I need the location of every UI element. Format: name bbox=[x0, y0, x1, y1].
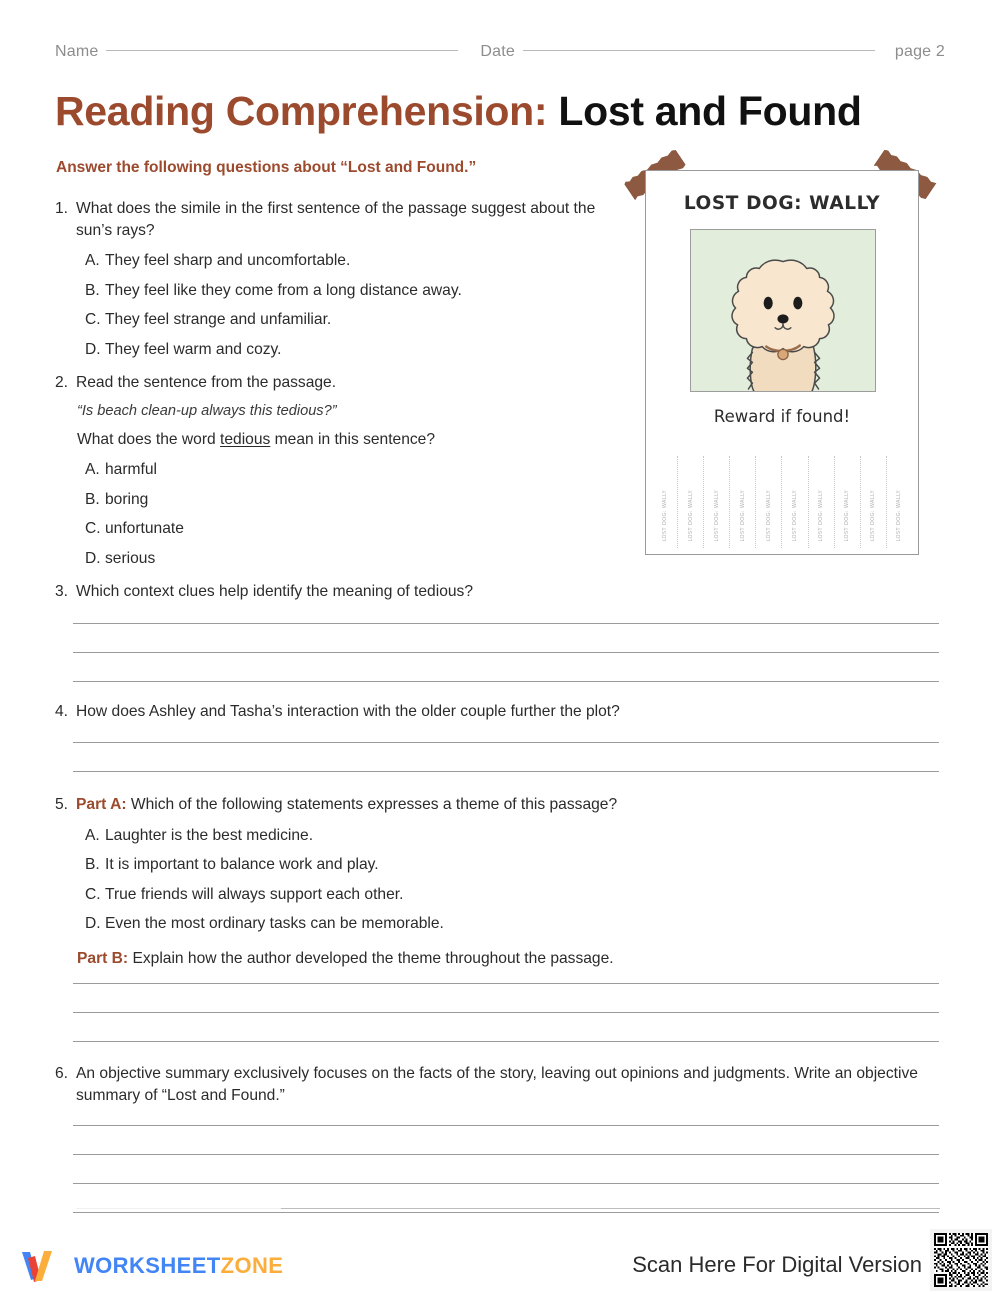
tear-off-tab[interactable] bbox=[677, 456, 703, 548]
question-4-answer-lines[interactable] bbox=[73, 742, 939, 772]
tear-off-tab[interactable] bbox=[755, 456, 781, 548]
option-5a-text: Laughter is the best medicine. bbox=[105, 826, 314, 844]
qr-code-icon bbox=[934, 1233, 988, 1287]
question-5-answer-lines[interactable] bbox=[73, 983, 939, 1042]
question-2-sub-suffix: mean in this sentence? bbox=[270, 430, 436, 448]
page-title-subject: Lost and Found bbox=[547, 88, 862, 134]
question-5-number: 5. bbox=[55, 796, 69, 813]
question-3-text: Which context clues help identify the meaning of tedious? bbox=[76, 583, 474, 600]
option-1b-text: They feel like they come from a long distance away. bbox=[105, 281, 462, 299]
date-writing-line[interactable] bbox=[523, 50, 875, 51]
question-5-options bbox=[85, 825, 945, 935]
question-1-number: 1. bbox=[55, 200, 69, 217]
option-5b[interactable] bbox=[85, 854, 945, 876]
tear-off-tab-text: LOST DOG: WALLY bbox=[792, 490, 799, 542]
option-2c-letter: C. bbox=[85, 520, 101, 538]
answer-line[interactable] bbox=[73, 1154, 939, 1155]
tear-off-tab-text: LOST DOG: WALLY bbox=[713, 490, 720, 542]
worksheet-header bbox=[55, 40, 945, 64]
answer-line[interactable] bbox=[73, 1012, 939, 1013]
answer-line[interactable] bbox=[73, 652, 939, 653]
question-2-sub-prefix: What does the word bbox=[77, 430, 221, 448]
tear-off-tab-text: LOST DOG: WALLY bbox=[765, 490, 772, 542]
tear-off-tab[interactable] bbox=[886, 456, 912, 548]
question-2-quote: “Is beach clean-up always this tedious?” bbox=[77, 402, 337, 419]
page-number: page 2 bbox=[894, 43, 946, 60]
option-1d[interactable] bbox=[85, 339, 615, 361]
option-1b-letter: B. bbox=[85, 281, 100, 299]
tear-off-tab-text: LOST DOG: WALLY bbox=[870, 490, 877, 542]
option-2a[interactable] bbox=[85, 459, 615, 481]
question-1-text: What does the simile in the first sentence of the passage suggest about the sun’s rays? bbox=[76, 200, 596, 239]
option-5c[interactable] bbox=[85, 884, 945, 906]
question-5-part-b bbox=[77, 948, 945, 970]
poster-title: LOST DOG: WALLY bbox=[683, 193, 881, 214]
instruction-text: Answer the following questions about “Lost and Found.” bbox=[56, 159, 477, 176]
option-5c-text: True friends will always support each other. bbox=[105, 885, 404, 903]
date-label: Date bbox=[480, 43, 515, 60]
scan-prompt-text: Scan Here For Digital Version bbox=[632, 1252, 922, 1277]
question-2 bbox=[55, 372, 615, 577]
answer-line[interactable] bbox=[73, 1183, 939, 1184]
poster-tear-off-tabs bbox=[652, 456, 912, 548]
option-2a-letter: A. bbox=[85, 461, 100, 479]
logo-word-zone: ZONE bbox=[220, 1253, 284, 1278]
question-6 bbox=[55, 1063, 945, 1106]
option-2b-letter: B. bbox=[85, 490, 100, 508]
question-6-answer-lines[interactable] bbox=[73, 1125, 939, 1213]
tear-off-tab[interactable] bbox=[652, 456, 677, 548]
question-2-options bbox=[85, 459, 615, 569]
logo-text bbox=[74, 1253, 283, 1279]
question-5-part-a-text: Which of the following statements expresses a theme of this passage? bbox=[126, 796, 618, 813]
question-2-subquestion bbox=[77, 429, 615, 451]
question-1 bbox=[55, 198, 615, 368]
part-b-label: Part B: bbox=[77, 949, 129, 967]
tear-off-tab-text: LOST DOG: WALLY bbox=[687, 490, 694, 542]
option-2d[interactable] bbox=[85, 548, 615, 570]
question-3-answer-lines[interactable] bbox=[73, 623, 939, 682]
answer-line[interactable] bbox=[73, 623, 939, 624]
option-2b[interactable] bbox=[85, 489, 615, 511]
option-2d-text: serious bbox=[105, 549, 156, 567]
option-5d-letter: D. bbox=[85, 915, 101, 933]
question-2-underlined-word: tedious bbox=[220, 430, 271, 448]
name-writing-line[interactable] bbox=[106, 50, 458, 51]
question-4-text: How does Ashley and Tasha’s interaction with the older couple further the plot? bbox=[76, 703, 620, 720]
poster-sheet bbox=[645, 170, 919, 555]
option-5b-letter: B. bbox=[85, 856, 100, 874]
answer-line[interactable] bbox=[73, 742, 939, 743]
option-1a[interactable] bbox=[85, 250, 615, 272]
option-1c-letter: C. bbox=[85, 311, 101, 329]
option-2a-text: harmful bbox=[105, 461, 157, 479]
question-5-text bbox=[76, 794, 945, 816]
option-1a-text: They feel sharp and uncomfortable. bbox=[105, 252, 351, 270]
option-5d-text: Even the most ordinary tasks can be memorable. bbox=[105, 915, 444, 933]
tear-off-tab[interactable] bbox=[860, 456, 886, 548]
tear-off-tab[interactable] bbox=[808, 456, 834, 548]
option-1c-text: They feel strange and unfamiliar. bbox=[105, 311, 332, 329]
tear-off-tab-text: LOST DOG: WALLY bbox=[739, 490, 746, 542]
option-2c[interactable] bbox=[85, 518, 615, 540]
question-2-text: Read the sentence from the passage. bbox=[76, 374, 337, 391]
answer-line[interactable] bbox=[73, 1041, 939, 1042]
question-4 bbox=[55, 701, 945, 723]
qr-code[interactable] bbox=[930, 1229, 992, 1291]
footer-divider-light bbox=[76, 1208, 281, 1209]
option-5d[interactable] bbox=[85, 913, 945, 935]
option-2c-text: unfortunate bbox=[105, 520, 184, 538]
question-1-options bbox=[85, 250, 615, 360]
answer-line[interactable] bbox=[73, 983, 939, 984]
tear-off-tab-text: LOST DOG: WALLY bbox=[661, 490, 668, 542]
name-label: Name bbox=[55, 43, 99, 60]
tear-off-tab[interactable] bbox=[729, 456, 755, 548]
answer-line[interactable] bbox=[73, 681, 939, 682]
tear-off-tab[interactable] bbox=[834, 456, 860, 548]
answer-line[interactable] bbox=[73, 1125, 939, 1126]
option-1c[interactable] bbox=[85, 309, 615, 331]
tear-off-tab-text: LOST DOG: WALLY bbox=[844, 490, 851, 542]
option-1d-text: They feel warm and cozy. bbox=[105, 340, 282, 358]
page-title bbox=[55, 88, 862, 135]
tear-off-tab-text: LOST DOG: WALLY bbox=[818, 490, 825, 542]
page-title-accent: Reading Comprehension: bbox=[55, 88, 548, 134]
answer-line[interactable] bbox=[73, 1212, 939, 1213]
question-4-number: 4. bbox=[55, 703, 69, 720]
tear-off-tab[interactable] bbox=[781, 456, 807, 548]
option-5c-letter: C. bbox=[85, 885, 101, 903]
part-a-label: Part A: bbox=[76, 796, 127, 813]
logo-mark-icon bbox=[20, 1248, 66, 1284]
question-6-text: An objective summary exclusively focuses on the facts of the story, leaving out opinions and judgments. Write an objective summary of “Lost and Found.” bbox=[76, 1065, 918, 1104]
answer-line[interactable] bbox=[73, 771, 939, 772]
option-1a-letter: A. bbox=[85, 252, 100, 270]
option-1d-letter: D. bbox=[85, 340, 101, 358]
footer-divider bbox=[281, 1208, 940, 1209]
question-5-part-b-text: Explain how the author developed the theme throughout the passage. bbox=[128, 949, 614, 967]
logo-word-worksheet: WORKSHEET bbox=[74, 1253, 221, 1278]
option-5a[interactable] bbox=[85, 825, 945, 847]
question-3-number: 3. bbox=[55, 583, 69, 600]
option-5a-letter: A. bbox=[85, 826, 100, 844]
lost-dog-poster bbox=[620, 152, 940, 572]
option-5b-text: It is important to balance work and play. bbox=[105, 856, 379, 874]
question-5 bbox=[55, 794, 945, 969]
question-6-number: 6. bbox=[55, 1065, 69, 1082]
tear-off-tab-text: LOST DOG: WALLY bbox=[896, 490, 903, 542]
poster-reward-text: Reward if found! bbox=[713, 407, 851, 426]
option-1b[interactable] bbox=[85, 280, 615, 302]
option-2d-letter: D. bbox=[85, 549, 101, 567]
question-2-number: 2. bbox=[55, 374, 69, 391]
dog-photo bbox=[690, 229, 876, 392]
dog-illustration-icon bbox=[691, 230, 875, 391]
question-3 bbox=[55, 581, 945, 603]
option-2b-text: boring bbox=[105, 490, 149, 508]
tear-off-tab[interactable] bbox=[703, 456, 729, 548]
worksheet-zone-logo[interactable] bbox=[20, 1248, 283, 1284]
